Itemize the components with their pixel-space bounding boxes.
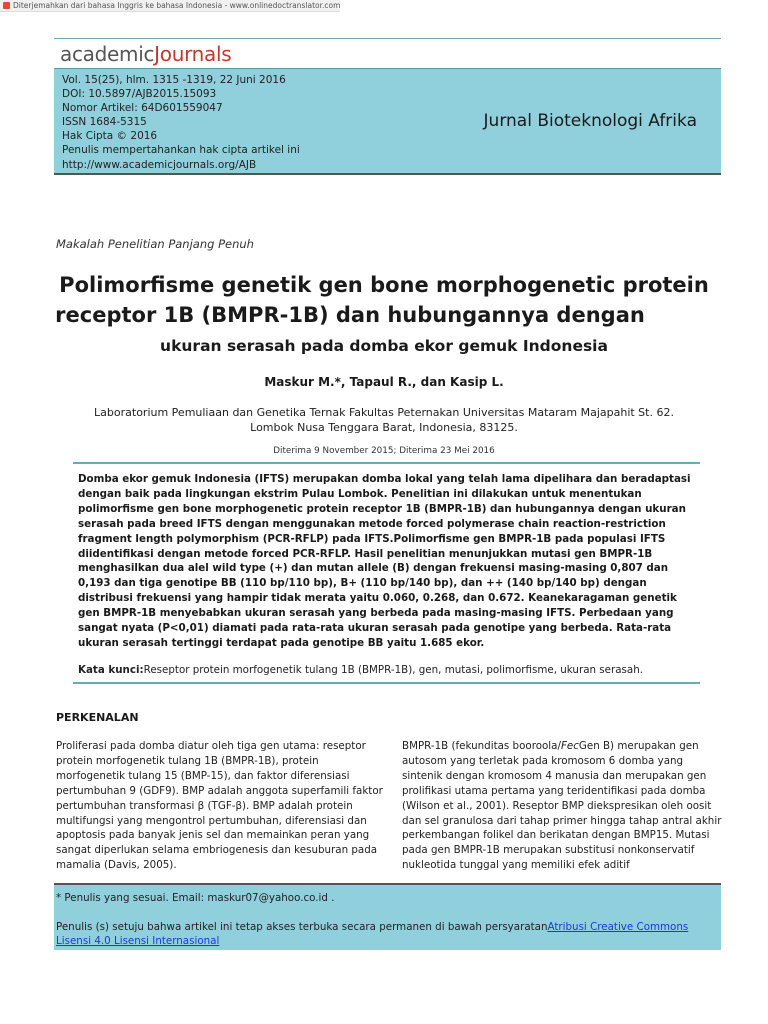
intro-right-italic: Fec (560, 740, 579, 752)
keywords (78, 664, 700, 676)
journal-header-box (54, 68, 721, 175)
title-line-1: Polimorfisme genetik gen bone morphogenetic protein (59, 273, 709, 297)
intro-right-part1: BMPR-1B (fekunditas booroola/ (402, 740, 561, 752)
title-line-2: receptor 1B (BMPR-1B) dan hubungannya dengan (55, 303, 645, 327)
logo-part1: academic (60, 42, 155, 66)
meta-issn: ISSN 1684-5315 (62, 116, 147, 129)
journal-name: Jurnal Bioteknologi Afrika (483, 111, 697, 131)
footer-box (54, 883, 721, 950)
publisher-logo (60, 42, 231, 66)
affiliation-line-2: Lombok Nusa Tenggara Barat, Indonesia, 83125. (250, 421, 518, 434)
logo-part2: Journals (154, 42, 232, 66)
translate-icon (3, 2, 10, 9)
keywords-text: Reseptor protein morfogenetik tulang 1B (BMPR-1B), gen, mutasi, polimorfisme, ukuran serasah. (143, 664, 644, 676)
meta-article-number: Nomor Artikel: 64D601559047 (62, 102, 223, 115)
header-top-rule (54, 38, 721, 39)
authors: Maskur M.*, Tapaul R., dan Kasip L. (264, 375, 504, 389)
affiliation (0, 405, 768, 435)
intro-right-part2: Gen B) merupakan gen autosom yang terletak pada kromosom 6 domba yang sintenik dengan kromosom 4 manusia dan merupakan gen prolifikasi utama pertama yang teridentifikasi pada domba (Wilson et al., 2001). Reseptor BMP diekspresikan oleh oosit dan sel granulosa dari tahap primer hingga tahap antral akhir perkembangan folikel dan berikatan dengan BMP15. Mutasi pada gen BMPR-1B merupakan substitusi nonkonservatif nukleotida tunggal yang memiliki efek aditif (402, 740, 722, 872)
title-line-3: ukuran serasah pada domba ekor gemuk Indonesia (160, 337, 608, 355)
abstract: Domba ekor gemuk Indonesia (IFTS) merupakan domba lokal yang telah lama dipelihara dan beradaptasi dengan baik pada lingkungan ekstrim Pulau Lombok. Penelitian ini dilakukan untuk menentukan polimorfisme gen bone morphogenetic protein receptor 1B (BMPR-1B) dan hubungannya dengan ukuran serasah pada breed IFTS dengan menggunakan metode forced polymerase chain reaction-restriction fragment length polymorphism (PCR-RFLP) pada IFTS.Polimorfisme gen BMPR-1B pada populasi IFTS diidentifikasi dengan metode forced PCR-RFLP. Hasil penelitian menunjukkan mutasi gen BMPR-1B menghasilkan dua alel wild type (+) dan mutan allele (B) dengan frekuensi masing-masing 0,807 dan 0,193 dan tiga genotipe BB (110 bp/110 bp), B+ (110 bp/140 bp), dan ++ (140 bp/140 bp) dengan distribusi frekuensi yang hampir tidak merata yaitu 0.060, 0.268, dan 0.672. Keanekaragaman genetik gen BMPR-1B menyebabkan ukuran serasah yang berbeda pada masing-masing IFTS. Perbedaan yang sangat nyata (P<0,01) diamati pada rata-rata ukuran serasah pada genotipe yang berbeda. Rata-rata ukuran serasah tertinggi terdapat pada genotipe BB yaitu 1.685 ekor. (78, 473, 691, 649)
license-statement (56, 921, 716, 948)
corresponding-author: * Penulis yang sesuai. Email: maskur07@yahoo.co.id . (56, 892, 335, 904)
affiliation-line-1: Laboratorium Pemuliaan dan Genetika Ternak Fakultas Peternakan Universitas Mataram Majapahit St. 62. (94, 406, 674, 419)
article-type: Makalah Penelitian Panjang Penuh (56, 237, 254, 251)
translator-bar-text: Diterjemahkan dari bahasa Inggris ke bahasa Indonesia - www.onlinedoctranslator.com (13, 1, 341, 10)
abstract-top-rule (73, 462, 700, 464)
section-heading-introduction: PERKENALAN (56, 711, 139, 724)
intro-left-column: Proliferasi pada domba diatur oleh tiga gen utama: reseptor protein morfogenetik tulang 1B (BMPR-1B), protein morfogenetik tulang 15 (BMP-15), dan faktor diferensiasi pertumbuhan 9 (GDF9). BMP adalah anggota superfamili faktor pertumbuhan transformasi β (TGF-β). BMP adalah protein multifungsi yang mengontrol pertumbuhan, diferensiasi dan apoptosis pada banyak jenis sel dan memainkan peran yang sangat diperlukan selama embriogenesis dan kesuburan pada mamalia (Davis, 2005). (56, 740, 383, 872)
meta-copyright: Hak Cipta © 2016 (62, 130, 158, 143)
translator-bar[interactable] (0, 0, 340, 12)
license-link[interactable]: Atribusi Creative Commons Lisensi 4.0 Lisensi Internasional (56, 921, 689, 947)
meta-copyright-note: Penulis mempertahankan hak cipta artikel ini (62, 144, 300, 157)
abstract-bottom-rule (73, 682, 700, 684)
meta-doi: DOI: 10.5897/AJB2015.15093 (62, 88, 217, 101)
meta-volume: Vol. 15(25), hlm. 1315 -1319, 22 Juni 2016 (62, 74, 286, 86)
keywords-label: Kata kunci: (78, 664, 144, 676)
license-text: Penulis (s) setuju bahwa artikel ini tetap akses terbuka secara permanen di bawah persyaratan (56, 921, 548, 933)
received-dates: Diterima 9 November 2015; Diterima 23 Mei 2016 (273, 446, 495, 456)
intro-right-column (402, 739, 724, 873)
article-meta (62, 73, 300, 172)
meta-url[interactable]: http://www.academicjournals.org/AJB (62, 158, 257, 171)
